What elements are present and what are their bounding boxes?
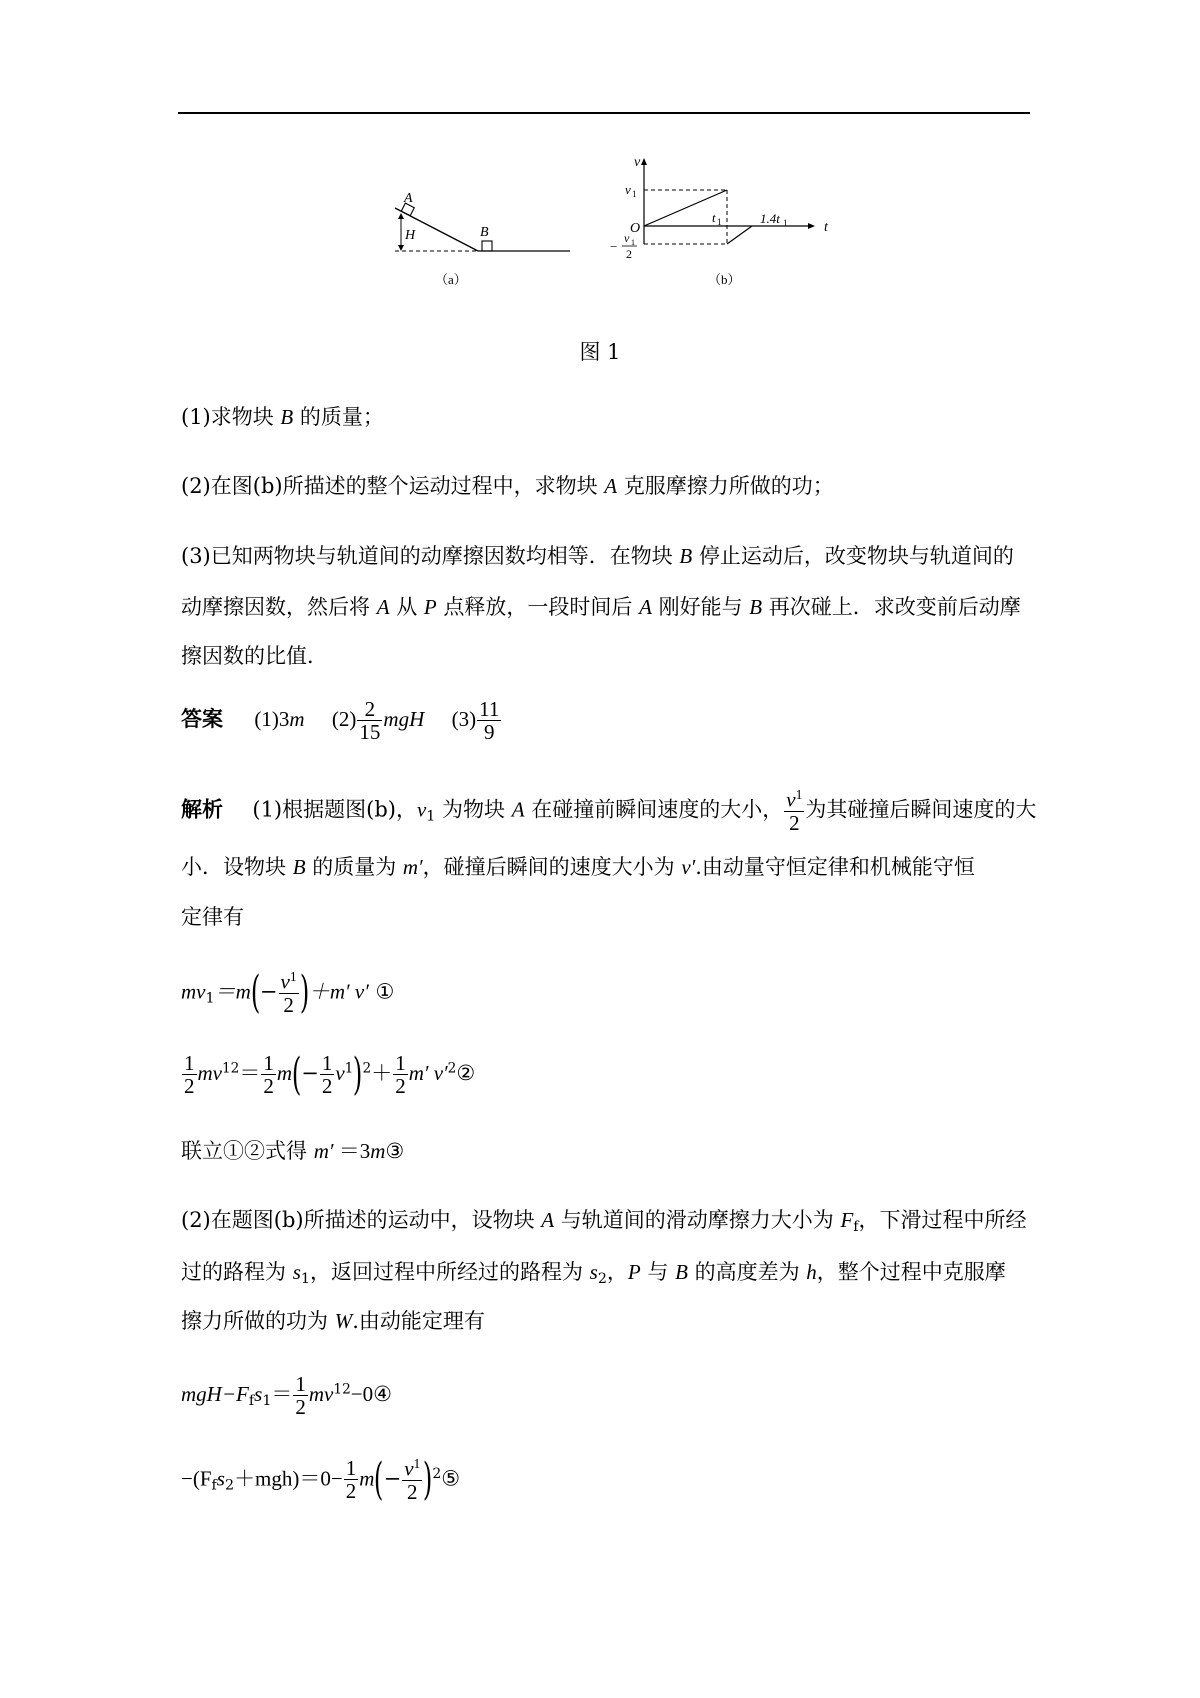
part2-line-1: (2)在题图(b)所描述的运动中，设物块 A 与轨道间的滑动摩擦力大小为 $F_f$，下滑过程中所经 [181, 1208, 1027, 1235]
tag-4: ④ [373, 1382, 392, 1407]
arrow-down-head [398, 245, 404, 251]
neg-v1-sub: 1 [631, 238, 635, 247]
block-b [482, 241, 492, 251]
figure-a [390, 178, 580, 290]
figure-title: 图 1 [579, 340, 621, 364]
analysis-label: 解析 [181, 797, 223, 822]
neg-sign: − [610, 239, 618, 254]
header-rule [178, 112, 1030, 114]
equation-4: $mgH-F_fs_1=$ $\frac{1}{2}$ $mv^{12}-0④$ [181, 1372, 392, 1420]
tag-5: ⑤ [441, 1466, 461, 1491]
eq1-fraction: $\frac{v^1}{2}$ [280, 969, 297, 1017]
v1-label: v [625, 182, 631, 197]
part2-line-2: 过的路程为 $s_1$，返回过程中所经过的路程为 $s_2$，P 与 B 的高度差为 h，整个过程中克服摩 [181, 1260, 1006, 1287]
t1-sub: 1 [717, 217, 722, 227]
label-a: A [404, 191, 413, 206]
axis-t-label: t [824, 220, 828, 235]
equation-2: $\frac{1}{2}$ $mv^{12}=$ $\frac{1}{2}$ m(− $\frac{1}{2}$ $v^1)^2+$ $\frac{1}{2}$ m′ $v'^2②$ [184, 1048, 476, 1100]
t-axis-arrow [808, 223, 815, 229]
equation-5: $-(F_fs_2+mgh)=0-$ $\frac{1}{2}$ m(− $\frac{v^1}{2}$ )$^2$⑤ [181, 1453, 461, 1505]
joint-result: 联立①②式得 m′ ＝3m③ [181, 1139, 405, 1163]
v1-sub: 1 [632, 189, 637, 199]
t14-label: 1.4t [760, 211, 780, 226]
label-h: H [405, 228, 416, 243]
origin-label: O [630, 221, 641, 236]
question-3-line-1: (3)已知两物块与轨道间的动摩擦因数均相等．在物块 B 停止运动后，改变物块与轨道间的 [181, 544, 1014, 568]
analysis-line-3: 定律有 [181, 905, 244, 929]
figure-b [600, 152, 840, 292]
tag-1: ① [375, 979, 395, 1004]
question-1: (1)求物块 B 的质量； [181, 405, 384, 429]
axis-v-label: v [634, 155, 641, 170]
answer-fraction-11-9: $\frac{11}{9}$ [479, 697, 500, 745]
answer-label: 答案 [181, 707, 223, 732]
equation-1: $mv_1=m(-$ $\frac{v^1}{2}$ )＋m′ v′ ① [181, 966, 395, 1018]
neg-v1-den: 2 [626, 247, 632, 261]
incline-diagram [390, 178, 580, 290]
question-2: (2)在图(b)所描述的整个运动过程中，求物块 A 克服摩擦力所做的功； [181, 474, 834, 498]
velocity-time-graph [600, 152, 840, 292]
caption-b: （b） [708, 272, 741, 287]
line-return [727, 226, 752, 244]
neg-v1-num: v [624, 231, 630, 245]
answer-fraction-2-15: $\frac{2}{15}$ [359, 697, 381, 745]
t1-label: t [712, 210, 716, 225]
part2-line-3: 擦力所做的功为 W.由动能定理有 [181, 1309, 485, 1333]
question-3-line-3: 擦因数的比值． [181, 644, 328, 668]
fraction-v1-half: $\frac{v^1}{2}$ [786, 787, 803, 835]
answer-line: 答案 (1)3m (2) $\frac{2}{15}$ mgH (3) $\frac{11}{9}$ [181, 697, 500, 745]
analysis-line-2: 小．设物块 B 的质量为 m′，碰撞后瞬间的速度大小为 v′.由动量守恒定律和机械能守恒 [181, 855, 975, 879]
label-b: B [480, 225, 489, 240]
t14-sub: 1 [783, 218, 788, 228]
caption-a: （a） [435, 272, 467, 287]
analysis-line-1: 解析 (1)根据题图(b)，$v_1$ 为物块 A 在碰撞前瞬间速度的大小， $\frac{v^1}{2}$ 为其碰撞后瞬间速度的大 [181, 787, 1037, 835]
arrow-up-head [398, 213, 404, 219]
tag-3: ③ [385, 1139, 405, 1163]
question-3-line-2: 动摩擦因数，然后将 A 从 P 点释放，一段时间后 A 刚好能与 B 再次碰上．求改变前后动摩 [181, 595, 1021, 619]
tag-2: ② [456, 1061, 476, 1086]
v-axis-arrow [641, 158, 647, 165]
